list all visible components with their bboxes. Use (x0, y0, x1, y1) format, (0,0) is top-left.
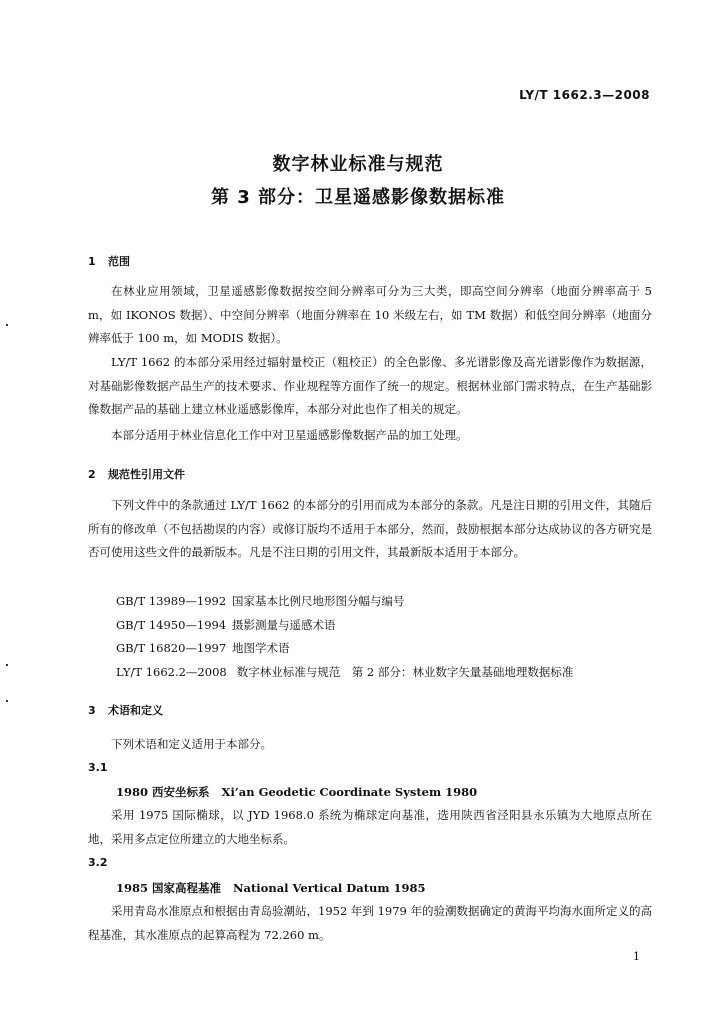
section-title: 术语和定义 (108, 704, 163, 717)
term-entry (116, 784, 477, 800)
reference-title: 地图学术语 (232, 641, 290, 655)
reference-list (116, 590, 573, 684)
scan-mark (6, 700, 8, 702)
document-subtitle: 第 3 部分：卫星遥感影像数据标准 (210, 187, 506, 208)
reference-item (116, 637, 573, 661)
reference-title: 摄影测量与遥感术语 (232, 617, 336, 632)
section-2-heading (88, 466, 185, 482)
scan-mark (6, 664, 8, 666)
paragraph: LY/T 1662 的本部分采用经过辐射量校正（粗校正）的全色影像、多光谱影像及高光谱影像作为数据源，对基础影像数据产品生产的技术要求、作业规程等方面作了统一的规定。根据林业部门需求特点，在生产基础影像数据产品的基础上建立林业遥感影像库，本部分对此也作了相关的规定。 (88, 355, 652, 416)
paragraph: 在林业应用领域，卫星遥感影像数据按空间分辨率可分为三大类，即高空间分辨率（地面分辨率高于 5 m，如 IKONOS 数据）、中空间分辨率（地面分辨率在 10 米级左右，如 TM 数据）和低空间分辨率（地面分辨率低于 100 m，如 MODIS 数据）。 (88, 284, 652, 345)
term-english: National Vertical Datum 1985 (233, 881, 426, 895)
paragraph: 下列文件中的条款通过 LY/T 1662 的本部分的引用而成为本部分的条款。凡是注日期的引用文件，其随后所有的修改单（不包括勘误的内容）或修订版均不适用于本部分，然而，鼓励根据本部分达成协议的各方研究是否可使用这些文件的最新版本。凡是不注日期的引用文件，其最新版本适用于本部分。 (88, 498, 652, 559)
term-definition: 采用 1975 国际椭球，以 JYD 1968.0 系统为椭球定向基准，选用陕西省泾阳县永乐镇为大地原点所在地，采用多点定位所建立的大地坐标系。 (88, 808, 652, 846)
term-definition: 采用青岛水准原点和根据由青岛验潮站，1952 年到 1979 年的验潮数据确定的黄海平均海水面所定义的高程基准，其水准原点的起算高程为 72.260 m。 (88, 904, 652, 942)
term-english: Xi’an Geodetic Coordinate System 1980 (221, 785, 478, 799)
reference-title: 国家基本比例尺地形图分幅与编号 (232, 594, 405, 608)
reference-title: 数字林业标准与规范 第 2 部分：林业数字矢量基础地理数据标准 (236, 664, 574, 679)
section-number: 2 (88, 468, 96, 481)
reference-code: GB/T 14950—1994 (116, 617, 227, 632)
section-1-heading (88, 253, 130, 269)
section-title: 范围 (108, 255, 130, 268)
reference-item (116, 661, 573, 685)
reference-item (116, 614, 573, 638)
reference-code: GB/T 16820—1997 (116, 641, 227, 655)
reference-code: LY/T 1662.2—2008 (116, 664, 227, 679)
section-title: 规范性引用文件 (108, 468, 185, 481)
section-number: 1 (88, 255, 96, 268)
document-title: 数字林业标准与规范 (272, 154, 444, 175)
section-3-heading (88, 702, 163, 718)
paragraph: 下列术语和定义适用于本部分。 (111, 737, 272, 751)
term-chinese: 1985 国家高程基准 (116, 881, 222, 895)
paragraph: 本部分适用于林业信息化工作中对卫星遥感影像数据产品的加工处理。 (111, 428, 468, 442)
term-chinese: 1980 西安坐标系 (116, 785, 210, 799)
reference-item (116, 590, 573, 614)
reference-code: GB/T 13989—1992 (116, 594, 227, 608)
scan-mark (6, 324, 8, 326)
term-entry (116, 880, 426, 896)
standard-code: LY/T 1662.3—2008 (519, 88, 650, 102)
page-number: 1 (633, 950, 640, 963)
clause-number: 3.2 (88, 856, 108, 869)
section-number: 3 (88, 704, 96, 717)
clause-number: 3.1 (88, 761, 108, 774)
